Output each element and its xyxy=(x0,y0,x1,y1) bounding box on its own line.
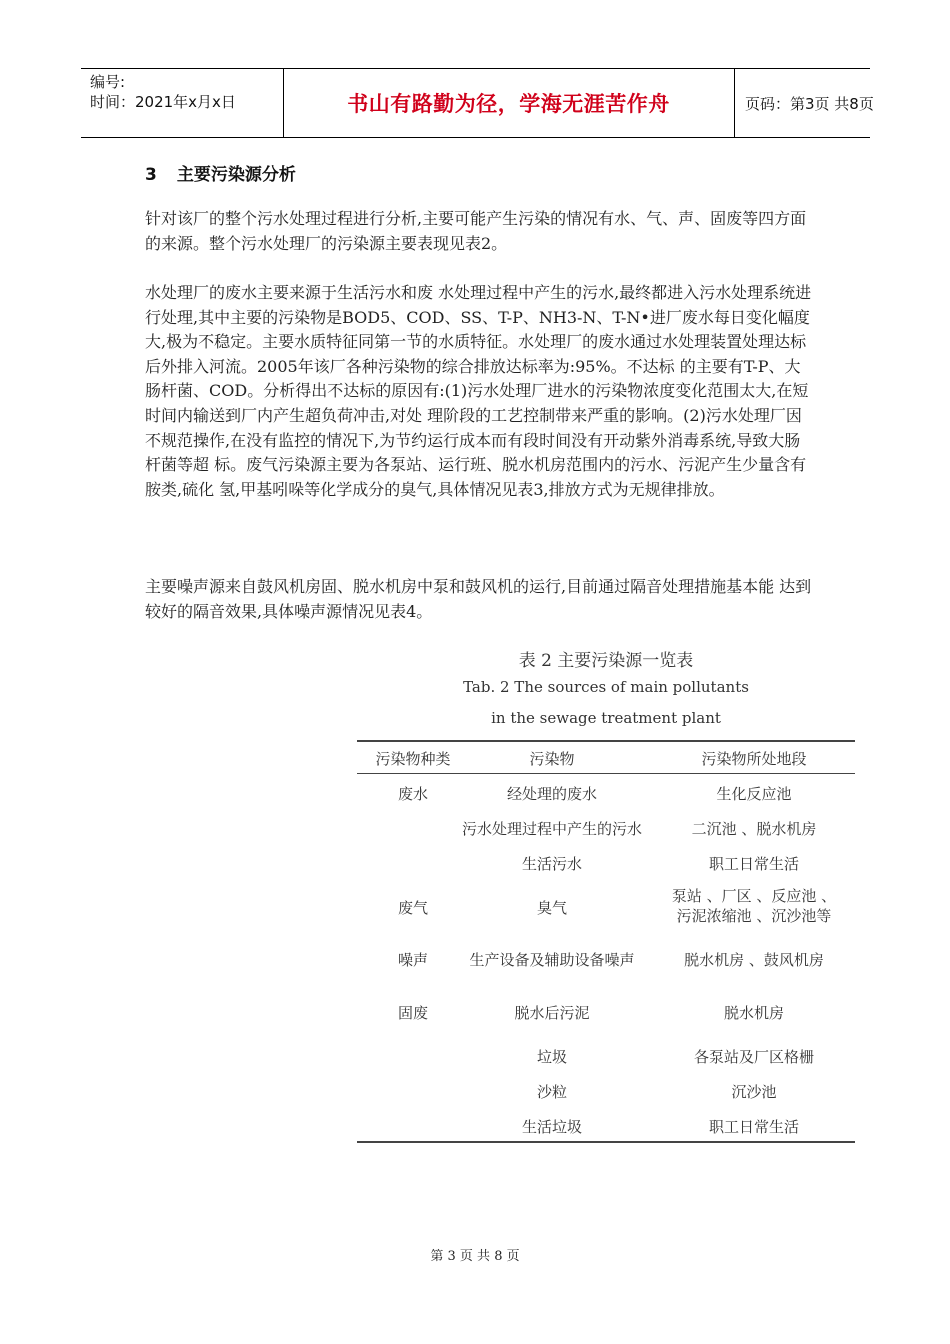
table-cell: 废水 xyxy=(397,785,429,803)
section-title: 主要污染源分析 xyxy=(176,165,296,185)
page-footer: 第 3 页 共 8 页 xyxy=(430,1249,520,1264)
table-cell: 职工日常生活 xyxy=(708,855,800,873)
serial-label: 编号: xyxy=(90,73,126,91)
section-number: 3 xyxy=(145,165,157,185)
table-cell: 生化反应池 xyxy=(716,785,792,803)
table-cell: 固废 xyxy=(397,1004,429,1022)
table-cell: 脱水后污泥 xyxy=(514,1004,590,1022)
table-title-en-line2: in the sewage treatment plant xyxy=(491,709,721,727)
table-header-pollutant: 污染物 xyxy=(529,750,575,768)
date-line: 时间：2021年x月x日 xyxy=(90,93,236,111)
motto: 书山有路勤为径，学海无涯苦作舟 xyxy=(347,92,670,116)
table-cell: 经处理的废水 xyxy=(506,785,598,803)
table-cell-line: 污泥浓缩池 、沉沙池等 xyxy=(676,907,832,925)
table-cell: 脱水机房 、鼓风机房 xyxy=(684,951,824,969)
table-cell xyxy=(672,886,836,926)
table-cell: 各泵站及厂区格栅 xyxy=(693,1048,815,1066)
pollution-sources-table xyxy=(357,640,855,1145)
table-header-rule xyxy=(357,773,855,774)
section-heading xyxy=(145,160,296,185)
paragraph-2: 水处理厂的废水主要来源于生活污水和废 水处理过程中产生的污水,最终都进入污水处理系统进行处理,其中主要的污染物是BOD5、COD、SS、T-P、NH3-N、T-N•进厂废水每日变化幅度大,极为不稳定。主要水质特征同第一节的水质特征。水处理厂的废水通过水处理装置处理达标后外排入河流。2005年该厂各种污染物的综合排放达标率为:95%。不达标 的主要有T-P、大肠杆菌、COD。分析得出不达标的原因有:(1)污水处理厂进水的污染物浓度变化范围太大,在短时间内输送到厂内产生超负荷冲击,对处 理阶段的工艺控制带来严重的影响。(2)污水处理厂因不规范操作,在没有监控的情况下,为节约运行成本而有段时间没有开动紫外消毒系统,导致大肠杆菌等超 标。废气污染源主要为各泵站、运行班、脱水机房范围内的污水、污泥产生少量含有胺类,硫化 氢,甲基吲哚等化学成分的臭气,具体情况见表3,排放方式为无规律排放。 xyxy=(145,283,812,499)
table-cell: 垃圾 xyxy=(536,1048,568,1066)
table-cell-line: 泵站 、厂区 、反应池 、 xyxy=(671,887,837,905)
table-header-location: 污染物所处地段 xyxy=(701,750,807,768)
header-page-cell xyxy=(734,69,874,137)
table-cell: 二沉池 、脱水机房 xyxy=(691,820,817,838)
header-meta-cell xyxy=(81,69,284,137)
page-header xyxy=(81,68,874,138)
table-cell: 生活污水 xyxy=(521,855,583,873)
header-motto-cell xyxy=(283,69,735,137)
paragraph-1: 针对该厂的整个污水处理过程进行分析,主要可能产生污染的情况有水、气、声、固废等四方面的来源。整个污水处理厂的污染源主要表现见表2。 xyxy=(145,209,807,253)
table-top-rule xyxy=(357,740,855,742)
page-info: 页码：第3页 共8页 xyxy=(745,94,874,113)
table-cell: 噪声 xyxy=(397,951,429,969)
table-cell: 废气 xyxy=(397,899,429,917)
table-cell: 生产设备及辅助设备噪声 xyxy=(469,951,635,969)
table-cell: 生活垃圾 xyxy=(521,1118,583,1136)
table-cell: 沙粒 xyxy=(536,1083,568,1101)
table-title-en-line1: Tab. 2 The sources of main pollutants xyxy=(463,678,749,696)
table-title: 表 2 主要污染源一览表 xyxy=(518,651,694,671)
table-cell: 脱水机房 xyxy=(723,1004,785,1022)
table-header-category: 污染物种类 xyxy=(375,750,451,768)
paragraph-3: 主要噪声源来自鼓风机房固、脱水机房中泵和鼓风机的运行,目前通过隔音处理措施基本能 达到较好的隔音效果,具体噪声源情况见表4。 xyxy=(145,577,812,621)
table-cell: 职工日常生活 xyxy=(708,1118,800,1136)
table-cell: 臭气 xyxy=(536,899,568,917)
table-cell: 污水处理过程中产生的污水 xyxy=(461,820,643,838)
table-bottom-rule xyxy=(357,1141,855,1143)
table-cell: 沉沙池 xyxy=(731,1083,777,1101)
